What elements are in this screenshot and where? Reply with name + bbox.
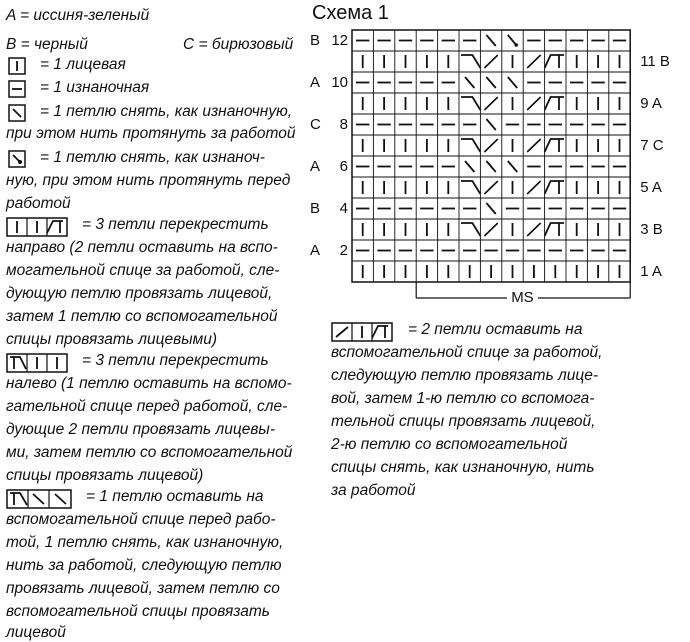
legend-cross-left-line-6: спицы провязать лицевой) [6,467,204,484]
cross-diagonal [484,139,497,152]
legend-slip-front-line-1: = 1 петлю снять, как изнаноч- [40,149,265,166]
legend-cross-right-slip-line-4: вой, затем 1-ю петлю со вспомога- [331,390,595,407]
legend-cross-left-slip-line-7: лицевой [6,624,66,641]
slip-stitch [486,35,495,46]
legend-color-b: B = черный [6,36,88,53]
cross-diagonal [484,181,497,194]
cross-diagonal [484,97,497,110]
slip-front-symbol-icon [8,150,26,168]
slip-front-dot [514,43,518,47]
row-color-label: B [310,32,321,49]
row-color-label: C [310,116,321,133]
cross-left-stitch [461,55,480,68]
slip-stitch [508,77,517,88]
legend-cross-right-slip-line-1: = 2 петли оставить на [408,321,583,338]
legend-cross-right-line-1: = 3 петли перекрестить [82,216,269,233]
legend-cross-right-slip-line-7: спицы снять, как изнаночную, нить [331,459,595,476]
row-number-label: 6 [339,158,348,175]
knit-symbol-icon [8,57,26,75]
row-color-label: A [310,158,321,175]
cross-diagonal [527,181,540,194]
slip-stitch [486,119,495,130]
legend-slip-back-line-2: при этом нить протянуть за работой [6,125,296,142]
row-number-label: 4 [339,200,348,217]
legend-cross-right-line-5: затем 1 петлю со вспомогательной [6,308,278,325]
row-label-right: 7 C [640,137,664,154]
legend-cross-left-slip-line-2: вспомогательной спице перед рабо- [6,511,276,528]
legend-cross-left-line-1: = 3 петли перекрестить [82,352,269,369]
cross-left-slip-symbol-icon [6,489,72,509]
legend-color-c: C = бирюзовый [183,36,294,53]
row-label-right: 11 B [640,53,670,70]
row-number-label: 12 [331,32,348,49]
row-label-right: 3 B [640,221,663,238]
cross-diagonal [527,139,540,152]
cross-left-symbol-icon [6,353,68,373]
legend-cross-left-slip-line-3: той, 1 петлю снять, как изнаночную, [6,534,284,551]
cross-right-symbol-icon [6,217,68,237]
slip-stitch [465,161,474,172]
cross-right-stitch [545,139,564,152]
slip-stitch [486,161,495,172]
legend-color-a: A = иссиня-зеленый [6,7,150,24]
slip-back-symbol-icon [8,104,26,122]
cross-right-slip-symbol-icon [331,322,393,342]
row-color-label: A [310,242,321,259]
legend-cross-left-line-2: налево (1 петлю оставить на вспомо- [6,375,292,392]
row-number-label: 8 [339,116,348,133]
legend-cross-left-line-4: дующие 2 петли провязать лицевы- [6,421,276,438]
cross-left-stitch [461,139,480,152]
cross-right-stitch [545,97,564,110]
row-number-label: 10 [331,74,348,91]
legend-cross-right-line-6: спицы провязать лицевыми) [6,331,218,348]
cross-diagonal [484,55,497,68]
legend-cross-left-slip-line-1: = 1 петлю оставить на [86,488,264,505]
cross-right-stitch [545,181,564,194]
purl-symbol-icon [8,80,26,98]
row-label-right: 1 A [640,263,662,280]
cross-left-stitch [461,223,480,236]
legend-cross-right-line-3: могательной спице за работой, сле- [6,262,280,279]
cross-left-stitch [461,97,480,110]
slip-stitch [486,203,495,214]
row-color-label: B [310,200,321,217]
cross-left-stitch [461,181,480,194]
legend-purl-text: = 1 изнаночная [40,79,150,96]
slip-front-stitch [508,35,516,45]
legend-cross-right-slip-line-6: 2-ю петлю со вспомогательной [331,436,568,453]
row-label-right: 9 A [640,95,662,112]
legend-cross-right-line-2: направо (2 петли оставить на вспо- [6,239,278,256]
legend-cross-left-line-5: ми, затем петлю со вспомогательной [6,444,293,461]
cross-diagonal [527,223,540,236]
legend-cross-left-slip-line-5: провязать лицевой, затем петлю со [6,580,280,597]
legend-slip-front-line-2: ную, при этом нить протянуть перед [6,172,291,189]
legend-cross-left-slip-line-4: нить за работой, следующую петлю [6,557,282,574]
cross-diagonal [527,97,540,110]
slip-stitch [465,77,474,88]
row-number-label: 2 [339,242,348,259]
cross-right-stitch [545,55,564,68]
row-color-label: A [310,74,321,91]
knitting-chart [350,28,650,320]
slip-stitch [508,161,517,172]
legend-cross-right-line-4: дующую петлю провязать лицевой, [6,285,273,302]
legend-cross-right-slip-line-8: за работой [331,482,416,499]
legend-slip-front-line-3: работой [6,195,71,212]
legend-cross-right-slip-line-2: вспомогательной спице за работой, [331,344,603,361]
cross-diagonal [484,223,497,236]
cross-diagonal [527,55,540,68]
legend-cross-left-line-3: гательной спице перед работой, сле- [6,398,288,415]
legend-cross-left-slip-line-6: вспомогательной спицы провязать [6,603,270,620]
slip-stitch [486,77,495,88]
cross-right-stitch [545,223,564,236]
chart-title: Схема 1 [312,2,389,24]
row-label-right: 5 A [640,179,662,196]
legend-cross-right-slip-line-5: тельной спицы провязать лицевой, [331,413,596,430]
legend-knit-text: = 1 лицевая [40,56,126,73]
repeat-label: MS [507,289,538,306]
legend-slip-back-line-1: = 1 петлю снять, как изнаночную, [40,103,293,120]
legend-cross-right-slip-line-3: следующую петлю провязать лице- [331,367,599,384]
